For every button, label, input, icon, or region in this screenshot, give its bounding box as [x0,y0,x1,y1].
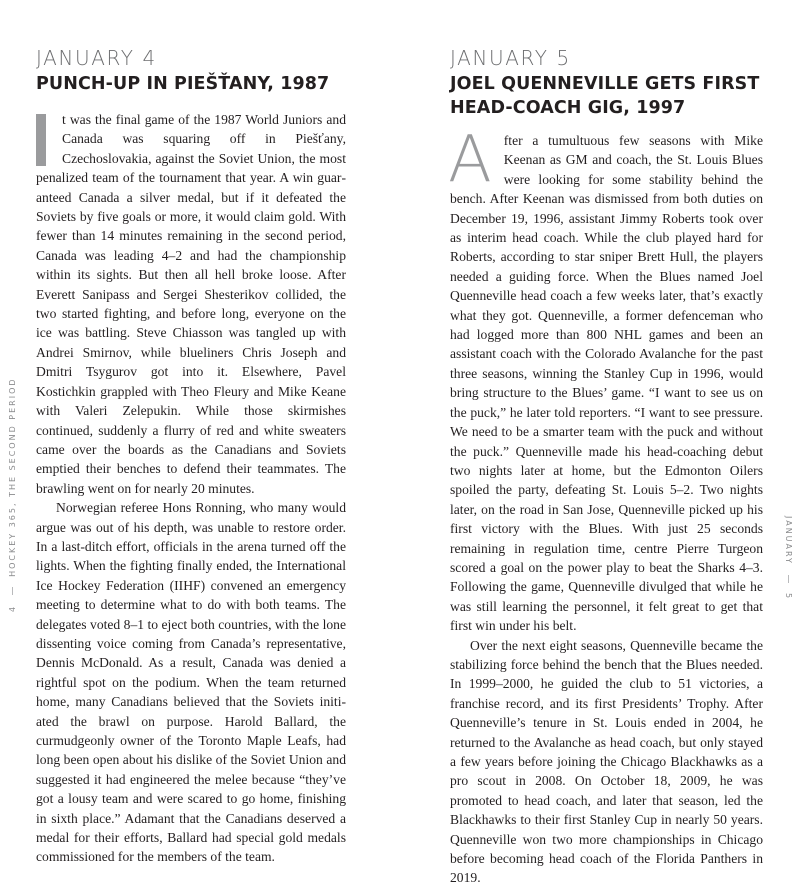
entry-date: JANUARY 4 [36,46,157,70]
running-head [8,377,17,612]
paragraph: t was the final game of the 1987 World Juniors and Canada was squaring off in Piešťany, Czechoslovakia, against the Soviet Union, the most penalized team of the tournament that year. A win guaranteed Canada a silver medal, but if it defeated the Soviets by five goals or more, it would claim gold. With fewer than 14 minutes remaining in the second period, Canada was leading 4–2 and had the championship within its sights. But then all hell broke loose. After Everett Sanipass and Sergei Shesterikov collided, the two started fighting, and before long, everyone on the ice was battling. Steve Chiasson was tangled up with Andrei Smirnov, while blueliners Chris Joseph and Dmitri Tsygurov got into it. Elsewhere, Pavel Kostichkin grappled with Theo Fleury and Mike Keane with Valeri Zelepukin. While those skirmishes continued, suddenly a flurry of red and white sweaters came over the boards as the Canadians and Soviets emptied their benches to defend their teammates. The brawling went on for nearly 20 minutes. [36,112,346,496]
entry-title: PUNCH-UP IN PIEŠŤANY, 1987 [36,74,330,94]
paragraph: After a tumultuous few seasons with Mike Keenan as GM and coach, the St. Louis Blues were looking for some stability behind the bench. After Keenan was dismissed from both duties on December 19, 1996, assistant Jimmy Roberts took over as interim head coach. While the club played hard for Roberts, according to star sniper Brett Hull, the players needed a guiding force. When the Blues named Joel Quenneville head coach a few weeks later, that’s exactly what they got. Quenneville, a former defenceman who had logged more than 800 NHL games and been an assistant coach with the Colorado Avalanche for the past three seasons, winning the Stanley Cup in 1996, would bring structure to the Blues’ game. “I want to see us on the puck,” he later told reporters. “I want to see pressure. We need to be a smarter team with the puck and without the puck.” Quenneville made his head-coaching debut two nights later at home, but the Edmonton Oilers spoiled the party, defeating St. Louis 5–2. Two nights later, on the road in San Jose, Quenneville picked up his first victory with the Blues. With just 25 seconds remaining in regulation time, centre Pierre Turgeon scored a goal on the power play to beat the Sharks 4–3. Following the game, Quenneville divulged that while he was still learning the personnel, it felt great to get that first win under his belt. [448,123,763,634]
right-page [405,0,810,886]
paragraph: Over the next eight seasons, Quenneville became the stabilizing force behind the bench that the Blues needed. In 1999–2000, he guided the club to 51 victories, a franchise record, and its first Presidents’ Trophy. After Quenneville’s tenure in St. Louis ended in 2004, he returned to the Avalanche as head coach, but only stayed a few years before joining the Chicago Blackhawks as a pro scout in 2008. On October 18, 2009, he was promoted to head coach, and later that season, led the Blackhawks to their first Stanley Cup in nearly 50 years. Quenneville won two more championships in Chicago before becoming head coach of the Florida Panthers in 2019. [450,637,763,886]
entry-body [448,123,763,888]
entry-title-line1: JOEL QUENNEVILLE GETS FIRST [450,74,760,94]
entry-body [36,110,346,867]
entry-date: JANUARY 5 [450,46,571,70]
page-number: 5 [784,592,793,601]
book-title: HOCKEY 365, THE SECOND PERIOD [8,377,17,577]
separator [788,575,789,583]
section-title: JANUARY [784,516,793,565]
page-number: 4 [8,604,17,612]
drop-cap: A [448,123,492,197]
running-head [784,516,793,600]
entry-title-line2: HEAD-COACH GIG, 1997 [450,98,686,118]
separator [12,587,13,595]
left-page [0,0,405,865]
drop-cap [36,114,46,166]
paragraph: Norwegian referee Hons Ronning, who many would argue was out of his depth, was unable to restore order. In a last-ditch effort, officials in the arena turned off the lights. When the fighting finally ended, the International Ice Hockey Federation (IIHF) convened an emergency meeting to determine what to do with both teams. The delegates voted 8–1 to eject both countries, with the lone dissenting voice coming from Canada’s representative, Dennis McDonald. As a result, Canada was denied a rightful spot on the podium. When the team returned home, many Canadians believed that the Soviets initiated the brawl on purpose. Harold Ballard, the curmudgeonly owner of the Toronto Maple Leafs, had long been open about his dislike of the Soviet Union and suggested it had engineered the melee because “they’ve got a lousy team and were scared to go home, finishing in sixth place.” Adamant that the Canadians deserved a medal for their efforts, Ballard had special gold medals commissioned for the members of the team. [36,500,346,865]
